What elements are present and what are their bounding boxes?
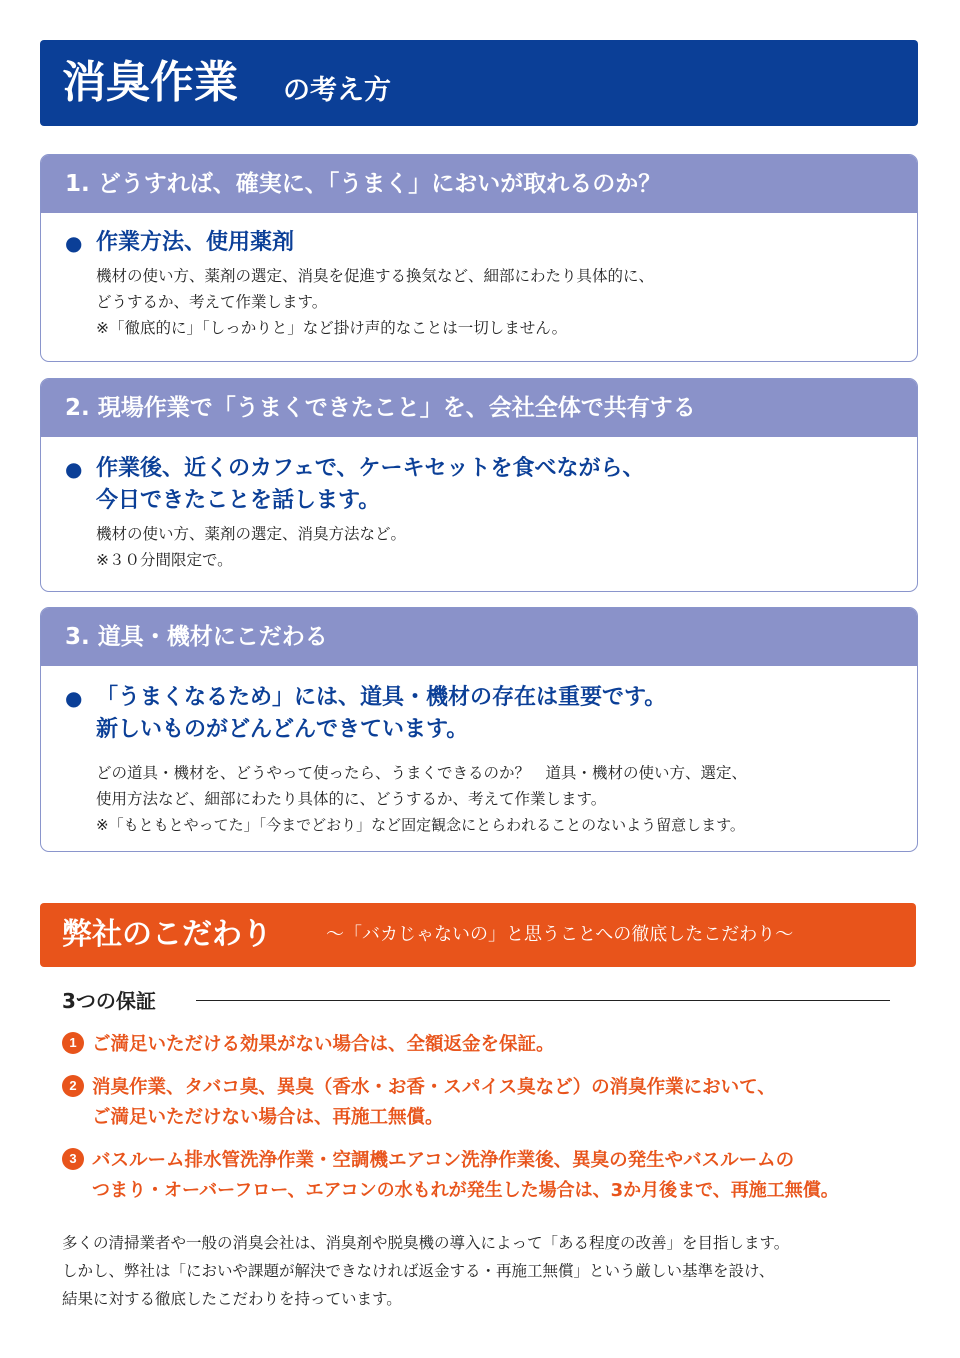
text-line: 機材の使い方、薬剤の選定、消臭方法など。 bbox=[96, 525, 407, 543]
text-line: 使用方法など、細部にわたり具体的に、どうするか、考えて作業します。 bbox=[96, 790, 607, 808]
closing-paragraph bbox=[62, 1229, 789, 1313]
guarantee-line: 消臭作業、タバコ臭、異臭（香水・お香・スパイス臭など）の消臭作業において、 bbox=[92, 1077, 776, 1098]
closing-line: 結果に対する徹底したこだわりを持っています。 bbox=[62, 1290, 402, 1308]
section-1-text bbox=[96, 263, 654, 341]
lead-line: 今日できたことを話します。 bbox=[96, 488, 381, 513]
text-line: ※「徹底的に」「しっかりと」など掛け声的なことは一切しません。 bbox=[96, 319, 568, 337]
commitment-title: 弊社のこだわり bbox=[62, 917, 272, 952]
section-1-heading: 1. どうすれば、確実に、「うまく」においが取れるのか？ bbox=[41, 155, 917, 213]
guarantees-heading: 3つの保証 bbox=[62, 989, 156, 1013]
bullet-icon: ● bbox=[65, 686, 83, 710]
commitment-subtitle: ～「バカじゃないの」と思うことへの徹底したこだわり～ bbox=[326, 924, 794, 945]
guarantee-text bbox=[92, 1073, 776, 1133]
guarantee-text bbox=[92, 1030, 555, 1060]
lead-line: 作業方法、使用薬剤 bbox=[96, 230, 295, 255]
section-1-card bbox=[40, 154, 918, 362]
number-badge-2: 2 bbox=[62, 1075, 84, 1097]
page-title-suffix: の考え方 bbox=[283, 75, 391, 106]
guarantee-line: バスルーム排水管洗浄作業・空調機エアコン洗浄作業後、異臭の発生やバスルームの bbox=[92, 1150, 795, 1171]
heading-rule bbox=[196, 1000, 890, 1001]
section-2-text bbox=[96, 521, 406, 573]
guarantee-text bbox=[92, 1146, 839, 1206]
lead-line: 新しいものがどんどんできています。 bbox=[96, 717, 469, 742]
guarantee-line: ご満足いただける効果がない場合は、全額返金を保証。 bbox=[92, 1034, 555, 1055]
text-line: どうするか、考えて作業します。 bbox=[96, 293, 328, 311]
section-3-card bbox=[40, 607, 918, 852]
section-1-lead bbox=[96, 227, 294, 259]
page-title-banner bbox=[40, 40, 918, 126]
text-line: 機材の使い方、薬剤の選定、消臭を促進する換気など、細部にわたり具体的に、 bbox=[96, 267, 655, 285]
section-2-lead bbox=[96, 453, 644, 517]
lead-line: 「うまくなるため」には、道具・機材の存在は重要です。 bbox=[96, 685, 667, 710]
section-2-heading: 2. 現場作業で「うまくできたこと」を、会社全体で共有する bbox=[41, 379, 917, 437]
section-3-lead bbox=[96, 682, 666, 746]
section-3-heading: 3. 道具・機材にこだわる bbox=[41, 608, 917, 666]
lead-line: 作業後、近くのカフェで、ケーキセットを食べながら、 bbox=[96, 456, 645, 481]
number-badge-1: 1 bbox=[62, 1032, 84, 1054]
section-2-card bbox=[40, 378, 918, 592]
text-line: ※「もともとやってた」「今までどおり」など固定観念にとらわれることのないよう留意します。 bbox=[96, 816, 745, 834]
text-line: ※３０分間限定で。 bbox=[96, 551, 233, 569]
guarantee-line: ご満足いただけない場合は、再施工無償。 bbox=[92, 1107, 444, 1128]
closing-line: 多くの清掃業者や一般の消臭会社は、消臭剤や脱臭機の導入によって「ある程度の改善」を目指します。 bbox=[62, 1234, 790, 1252]
bullet-icon: ● bbox=[65, 231, 83, 255]
number-badge-3: 3 bbox=[62, 1148, 84, 1170]
bullet-icon: ● bbox=[65, 457, 83, 481]
closing-line: しかし、弊社は「においや課題が解決できなければ返金する・再施工無償」という厳しい基準を設け、 bbox=[62, 1262, 775, 1280]
section-3-text bbox=[96, 760, 747, 838]
commitment-banner bbox=[40, 903, 916, 967]
guarantee-line: つまり・オーバーフロー、エアコンの水もれが発生した場合は、3か月後まで、再施工無償。 bbox=[92, 1180, 839, 1201]
text-line: どの道具・機材を、どうやって使ったら、うまくできるのか？ 道具・機材の使い方、選定、 bbox=[96, 764, 748, 782]
page-title: 消臭作業 bbox=[62, 57, 238, 108]
